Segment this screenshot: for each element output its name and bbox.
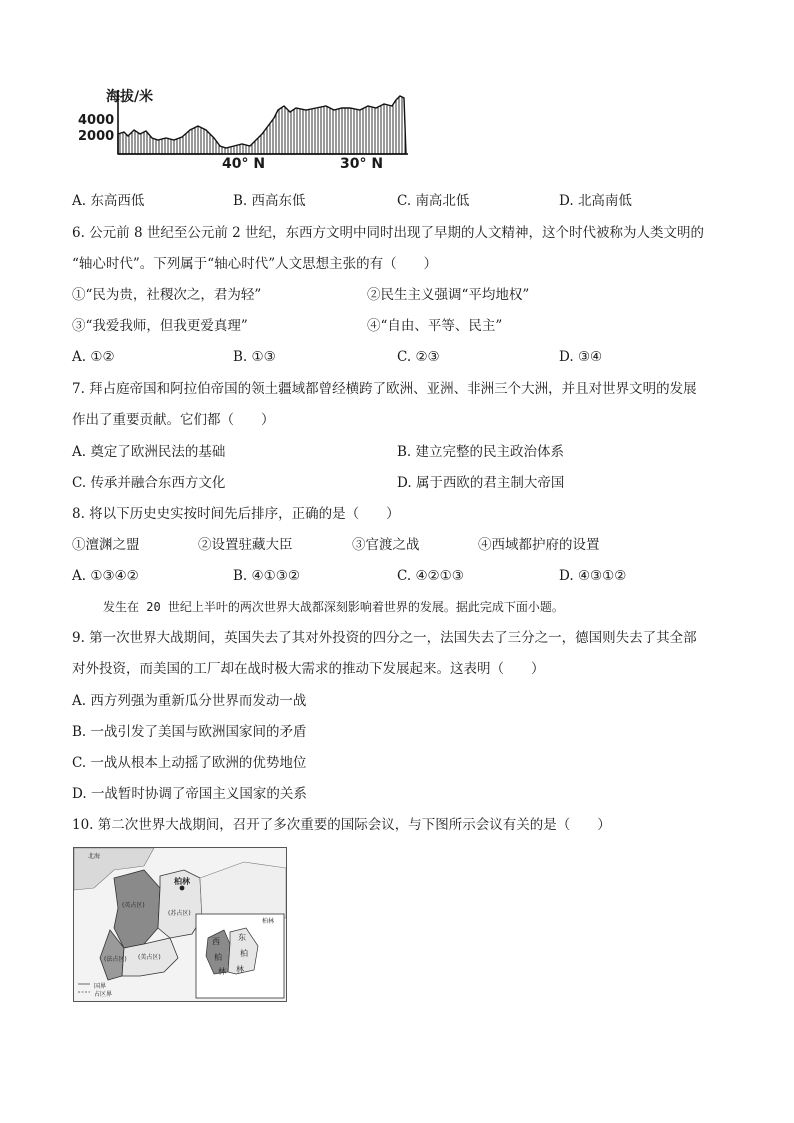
profile-y-axis-label: 海拔/米 bbox=[106, 89, 154, 105]
map-zone-french: (法占区) bbox=[104, 956, 127, 963]
q7-stem-line2: 作出了重要贡献。它们都（ ） bbox=[72, 412, 275, 428]
map-zone-soviet: (苏占区) bbox=[168, 910, 191, 917]
q9-stem-line1: 9. 第一次世界大战期间，英国失去了其对外投资的四分之一，法国失去了三分之一，德国则失去了其全部 bbox=[72, 630, 697, 646]
inset-title: 柏林 bbox=[262, 918, 275, 925]
q8-option-d[interactable]: D. ④③①② bbox=[559, 568, 627, 584]
q9-option-c[interactable]: C. 一战从根本上动摇了欧洲的优势地位 bbox=[72, 755, 307, 771]
q5-option-d[interactable]: D. 北高南低 bbox=[559, 193, 632, 209]
q7-option-b[interactable]: B. 建立完整的民主政治体系 bbox=[397, 444, 565, 460]
q7-option-a[interactable]: A. 奠定了欧洲民法的基础 bbox=[72, 444, 226, 460]
inset-label-bo-east: 柏 bbox=[240, 949, 248, 958]
q9-stem-line2: 对外投资，而美国的工厂却在战时极大需求的推动下发展起来。这表明（ ） bbox=[72, 661, 545, 677]
q6-option-c[interactable]: C. ②③ bbox=[397, 349, 440, 365]
profile-tick-4000: 4000 bbox=[78, 113, 115, 128]
section-intro: 发生在 20 世纪上半叶的两次世界大战都深刻影响着世界的发展。据此完成下面小题。 bbox=[103, 600, 564, 614]
british-zone bbox=[114, 870, 160, 948]
map-sea-label: 北海 bbox=[88, 853, 101, 860]
inset-label-lin-west: 林 bbox=[218, 967, 226, 976]
legend-border: 国界 bbox=[94, 983, 107, 990]
elevation-profile-chart bbox=[116, 90, 416, 156]
inset-label-lin-east: 林 bbox=[236, 965, 244, 974]
q7-option-c[interactable]: C. 传承并融合东西方文化 bbox=[72, 475, 226, 491]
q6-item-1: ①“民为贵，社稷次之，君为轻” bbox=[72, 287, 262, 303]
map-zone-british: (英占区) bbox=[122, 902, 145, 909]
profile-lat-30n: 30° N bbox=[340, 156, 384, 172]
map-graphic bbox=[74, 848, 286, 1001]
profile-tick-2000: 2000 bbox=[78, 129, 115, 144]
q6-option-a[interactable]: A. ①② bbox=[72, 349, 115, 365]
q6-stem-line1: 6. 公元前 8 世纪至公元前 2 世纪，东西方文明中同时出现了早期的人文精神，这个时代被称为人类文明的 bbox=[72, 225, 705, 241]
q9-option-b[interactable]: B. 一战引发了美国与欧洲国家间的矛盾 bbox=[72, 724, 307, 740]
q8-item-1: ①澶渊之盟 bbox=[72, 537, 140, 553]
map-zone-american: (美占区) bbox=[138, 954, 161, 961]
q5-option-a[interactable]: A. 东高西低 bbox=[72, 193, 145, 209]
q6-stem-line2: “轴心时代”。下列属于“轴心时代”人文思想主张的有（ ） bbox=[72, 256, 438, 272]
occupation-zones-map bbox=[73, 847, 287, 1002]
q7-option-d[interactable]: D. 属于西欧的君主制大帝国 bbox=[397, 475, 565, 491]
elevation-terrain bbox=[118, 96, 406, 154]
q6-item-2: ②民生主义强调“平均地权” bbox=[367, 287, 530, 303]
q8-option-b[interactable]: B. ④①③② bbox=[233, 568, 300, 584]
q6-item-3: ③“我爱我师，但我更爱真理” bbox=[72, 318, 248, 334]
q8-item-4: ④西域都护府的设置 bbox=[478, 537, 600, 553]
q8-stem: 8. 将以下历史史实按时间先后排序，正确的是（ ） bbox=[72, 506, 400, 522]
q6-item-4: ④“自由、平等、民主” bbox=[367, 318, 503, 334]
q6-option-d[interactable]: D. ③④ bbox=[559, 349, 603, 365]
q8-option-a[interactable]: A. ①③④② bbox=[72, 568, 139, 584]
map-berlin-label: 柏林 bbox=[174, 877, 190, 886]
inset-label-east: 东 bbox=[238, 933, 246, 942]
profile-lat-40n: 40° N bbox=[222, 156, 266, 172]
inset-label-west: 西 bbox=[212, 937, 220, 946]
q8-item-3: ③官渡之战 bbox=[352, 537, 420, 553]
q5-option-b[interactable]: B. 西高东低 bbox=[233, 193, 306, 209]
q7-stem-line1: 7. 拜占庭帝国和阿拉伯帝国的领土疆域都曾经横跨了欧洲、亚洲、非洲三个大洲，并且对世界文明的发展 bbox=[72, 381, 697, 397]
q8-item-2: ②设置驻藏大臣 bbox=[198, 537, 293, 553]
inset-label-bo-west: 柏 bbox=[214, 953, 222, 962]
q9-option-d[interactable]: D. 一战暂时协调了帝国主义国家的关系 bbox=[72, 786, 307, 802]
legend-zone-border: 占区界 bbox=[94, 991, 113, 998]
q8-option-c[interactable]: C. ④②①③ bbox=[397, 568, 464, 584]
q10-stem: 10. 第二次世界大战期间，召开了多次重要的国际会议，与下图所示会议有关的是（ ） bbox=[72, 817, 611, 833]
q9-option-a[interactable]: A. 西方列强为重新瓜分世界而发动一战 bbox=[72, 693, 307, 709]
q5-option-c[interactable]: C. 南高北低 bbox=[397, 193, 470, 209]
q6-option-b[interactable]: B. ①③ bbox=[233, 349, 276, 365]
